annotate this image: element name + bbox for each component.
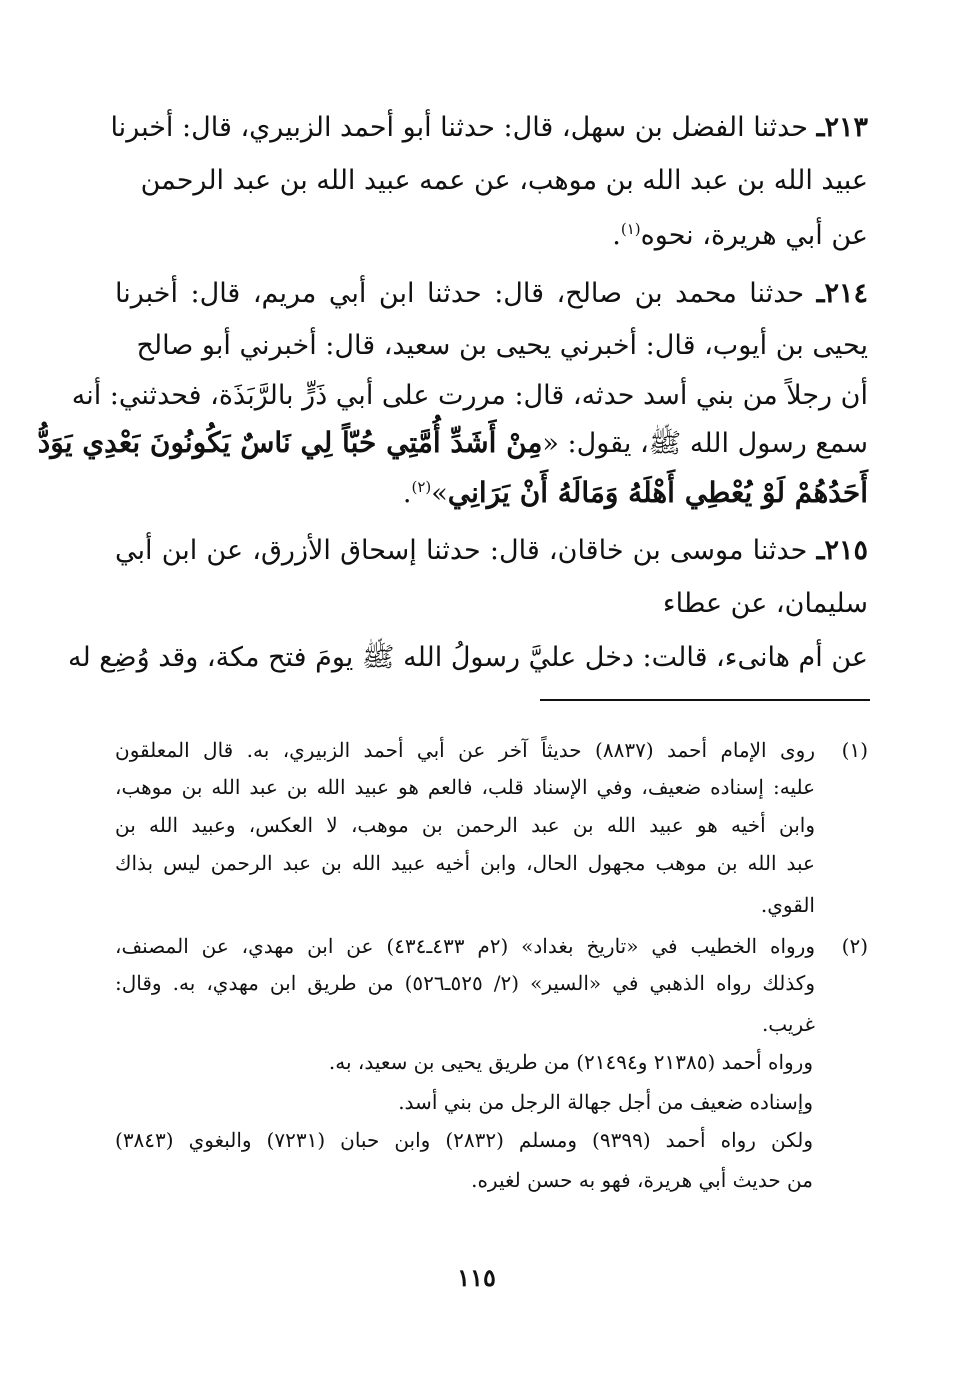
- hadith-213-period: .: [612, 220, 621, 251]
- hadith-214-line-3: أن رجلاً من بني أسد حدثه، قال: مررت على أبي ذَرٍّ بالرَّبَذَة، فحدثني: أنه: [71, 380, 868, 411]
- hadith-214-period: .: [402, 478, 412, 509]
- hadith-214-isnad-1: حدثنا محمد بن صالح، قال: حدثنا ابن أبي مريم، قال: أخبرنا: [115, 278, 817, 309]
- hadith-213-line-3: [612, 220, 868, 251]
- footnote-2-line-1: ورواه الخطيب في «تاريخ بغداد» (٢م ٤٣٣ـ٤٣٤) عن ابن مهدي، عن المصنف،: [115, 934, 815, 958]
- hadith-214-line-5: [403, 476, 868, 509]
- footnote-ref-2: (٢): [411, 478, 432, 496]
- hadith-213-number: ٢١٣ـ: [816, 112, 868, 143]
- hadith-215-line-3: عن أم هانىء، قالت: دخل عليَّ رسولُ الله ﷺ يومَ فتح مكة، وقد وُضِع له: [68, 642, 868, 673]
- hadith-214-line-4: [37, 426, 868, 466]
- hadith-214-close-quote: »: [431, 478, 448, 509]
- hadith-215-line-1: [115, 535, 868, 566]
- footnote-ref-1: (١): [620, 220, 641, 238]
- hadith-213-text: عن أبي هريرة، نحوه: [640, 220, 868, 251]
- hadith-214-matn-1: مِنْ أَشَدِّ أُمَّتِي حُبّاً لِي نَاسٌ يَكُونُونَ بَعْدِي يَوَدُّ: [37, 426, 543, 459]
- hadith-215-number: ٢١٥ـ: [816, 535, 868, 566]
- footnote-1-line-1: روى الإمام أحمد (٨٨٣٧) حديثاً آخر عن أبي أحمد الزبيري، به. قال المعلقون: [115, 738, 815, 762]
- footnote-1-line-4: عبد الله بن موهب مجهول الحال، وابن أخيه عبيد الله بن عبد الرحمن ليس بذاك: [115, 851, 815, 875]
- hadith-215-line-2: سليمان، عن عطاء: [662, 588, 868, 619]
- footnote-divider: [540, 699, 870, 701]
- footnote-2-line-3: غريب.: [761, 1012, 815, 1036]
- footnote-2-line-6: ولكن رواه أحمد (٩٣٩٩) ومسلم (٢٨٣٢) وابن حبان (٧٢٣١) والبغوي (٣٨٤٣): [115, 1128, 813, 1152]
- footnote-2-line-4: ورواه أحمد (٢١٣٨٥ و٢١٤٩٤) من طريق يحيى بن سعيد، به.: [328, 1050, 813, 1074]
- hadith-214-matn-2: أَحَدُهُمْ لَوْ يُعْطِي أَهْلَهُ وَمَالَهُ أَنْ يَرَانِي: [447, 476, 868, 509]
- hadith-213-line-1: [110, 112, 868, 143]
- hadith-214-number: ٢١٤ـ: [816, 278, 868, 309]
- hadith-213-isnad-1: حدثنا الفضل بن سهل، قال: حدثنا أبو أحمد الزبيري، قال: أخبرنا: [110, 112, 817, 143]
- footnote-2-line-7: من حديث أبي هريرة، فهو به حسن لغيره.: [471, 1168, 813, 1192]
- hadith-214-line-1: [115, 278, 868, 309]
- hadith-213-line-2: عبيد الله بن عبد الله بن موهب، عن عمه عبيد الله بن عبد الرحمن: [140, 165, 868, 196]
- footnote-1-line-5: القوي.: [760, 893, 815, 917]
- footnote-2-line-2: وكذلك رواه الذهبي في «السير» (٢/ ٥٢٥ـ٥٢٦) من طريق ابن مهدي، به. وقال:: [115, 971, 815, 995]
- hadith-214-intro: سمع رسول الله ﷺ، يقول: «: [542, 428, 868, 459]
- footnote-1-line-3: وابن أخيه هو عبيد الله بن عبد الرحمن بن موهب، لا العكس، وعبيد الله بن: [115, 813, 815, 837]
- page-number: ١١٥: [457, 1263, 496, 1292]
- footnote-1-line-2: عليه: إسناده ضعيف، وفي الإسناد قلب، فالعم هو عبيد الله بن عبد الله بن موهب،: [115, 775, 815, 799]
- hadith-215-isnad-1: حدثنا موسى بن خاقان، قال: حدثنا إسحاق الأزرق، عن ابن أبي: [115, 535, 817, 566]
- footnote-1-number: (١): [841, 738, 868, 762]
- footnote-2-number: (٢): [841, 934, 868, 958]
- hadith-214-line-2: يحيى بن أيوب، قال: أخبرني يحيى بن سعيد، قال: أخبرني أبو صالح: [136, 330, 868, 361]
- footnote-2-line-5: وإسناده ضعيف من أجل جهالة الرجل من بني أسد.: [398, 1090, 813, 1114]
